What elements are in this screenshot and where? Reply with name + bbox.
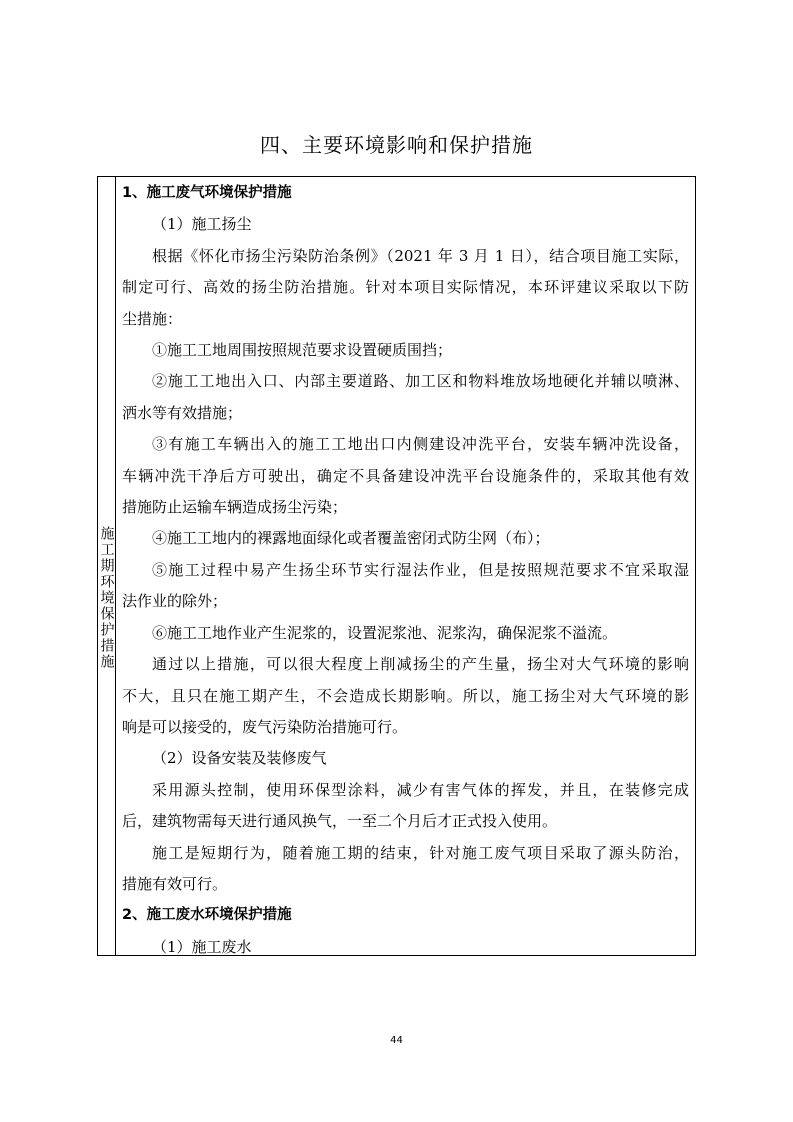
section-heading-exhaust-gas: 1、施工废气环境保护措施 (122, 185, 292, 201)
paragraph-line: 施工是短期行为，随着施工期的结束，针对施工废气项目采取了源头防治， (152, 843, 689, 862)
page-title: 四、主要环境影响和保护措施 (260, 133, 533, 157)
paragraph-line: 尘措施： (122, 309, 183, 328)
list-item: ③有施工车辆出入的施工工地出口内侧建设冲洗平台，安装车辆冲洗设备， (152, 435, 689, 454)
list-item: ①施工工地周围按照规范要求设置硬质围挡； (152, 341, 453, 360)
paragraph-line: 响是可以接受的，废气污染防治措施可行。 (122, 717, 408, 736)
side-category-label: 施工期环境保护措施 (98, 526, 115, 670)
list-item-continued: 洒水等有效措施； (122, 403, 243, 422)
section-heading-wastewater: 2、施工废水环境保护措施 (122, 907, 292, 924)
paragraph-line: 后，建筑物需每天进行通风换气，一至二个月后才正式投入使用。 (122, 812, 558, 831)
paragraph-line: 措施有效可行。 (122, 874, 228, 893)
paragraph-line: 通过以上措施，可以很大程度上削减扬尘的产生量，扬尘对大气环境的影响 (152, 655, 689, 674)
measures-table (97, 176, 696, 956)
list-item: ⑤施工过程中易产生扬尘环节实行湿法作业，但是按照规范要求不宜采取湿 (152, 560, 689, 579)
subsection-heading-wastewater: （1）施工废水 (152, 937, 252, 955)
paragraph-line: 制定可行、高效的扬尘防治措施。针对本项目实际情况，本环评建议采取以下防 (122, 278, 689, 297)
subsection-heading-dust: （1）施工扬尘 (152, 215, 252, 234)
paragraph-line: 采用源头控制，使用环保型涂料，减少有害气体的挥发，并且，在装修完成 (152, 780, 689, 799)
page-number: 44 (390, 1035, 403, 1046)
paragraph-line: 根据《怀化市扬尘污染防治条例》（2021 年 3 月 1 日），结合项目施工实际， (152, 246, 689, 265)
paragraph-line: 不大，且只在施工期产生，不会造成长期影响。所以，施工扬尘对大气环境的影 (122, 686, 689, 705)
list-item-continued: 车辆冲洗干净后方可驶出，确定不具备建设冲洗平台设施条件的，采取其他有效 (122, 466, 689, 485)
list-item: ②施工工地出入口、内部主要道路、加工区和物料堆放场地硬化并辅以喷淋、 (152, 372, 689, 391)
side-category-cell (98, 177, 116, 955)
list-item-continued: 措施防止运输车辆造成扬尘污染； (122, 498, 348, 517)
list-item-continued: 法作业的除外； (122, 592, 228, 611)
list-item: ④施工工地内的裸露地面绿化或者覆盖密闭式防尘网（布）； (152, 529, 550, 548)
content-cell (116, 177, 695, 955)
subsection-heading-decoration: （2）设备安装及装修废气 (152, 749, 327, 768)
list-item: ⑥施工工地作业产生泥浆的，设置泥浆池、泥浆沟，确保泥浆不溢流。 (152, 623, 618, 642)
